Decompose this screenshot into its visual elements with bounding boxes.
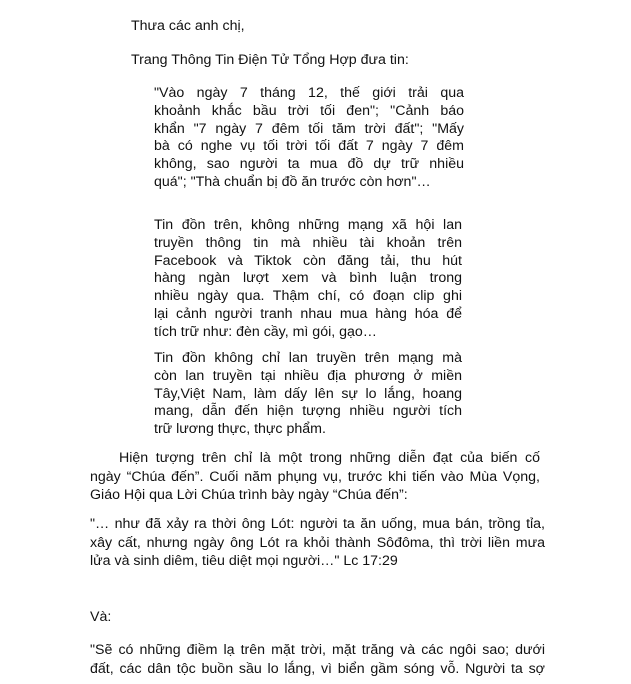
- paragraph-line: Giáo Hội qua Lời Chúa trình bày ngày “Chúa đến”:: [90, 487, 408, 503]
- quote-line: khoảnh khắc bầu trời tối đen"; "Cảnh báo: [154, 102, 464, 119]
- paragraph-line: lại cảnh người tranh nhau mua hàng hóa để: [154, 305, 462, 322]
- quote-line: "Vào ngày 7 tháng 12, thế giới trải qua: [154, 85, 464, 101]
- paragraph-line: Tây,Việt Nam, làm dấy lên sự lo lắng, hoang: [154, 385, 462, 402]
- scripture-line: "… như đã xảy ra thời ông Lót: người ta ăn uống, mua bán, trồng tỉa,: [90, 516, 545, 532]
- quote-line: không, sao người ta mua đồ dự trữ nhiều: [154, 156, 464, 173]
- paragraph-line: mang, dẫn đến hiện tượng nhiều người tích: [154, 403, 462, 420]
- scripture-line: đất, các dân tộc buồn sầu lo lắng, vì biển gầm sóng vỗ. Người ta sợ: [90, 660, 545, 677]
- paragraph-line: ngày “Chúa đến”. Cuối năm phụng vụ, trước khi tiến vào Mùa Vọng,: [90, 468, 540, 485]
- rumor-paragraph-1: [154, 217, 462, 342]
- paragraph-line: tích trữ như: đèn cầy, mì gói, gạo…: [154, 323, 377, 340]
- and-label: Và:: [90, 609, 112, 625]
- rumor-paragraph-2: [154, 350, 462, 439]
- paragraph-line: Facebook và Tiktok còn đăng tải, thu hút: [154, 252, 462, 269]
- scripture-quote-1: [90, 515, 545, 571]
- scripture-quote-2: [90, 641, 545, 678]
- scripture-line: lửa và sinh diêm, tiêu diệt mọi người…" Lc 17:29: [90, 553, 398, 569]
- quote-line: bà có nghe vụ tối trời tối đất 7 ngày 7 đêm: [154, 138, 464, 155]
- paragraph-line: Hiện tượng trên chỉ là một trong những diễn đạt của biến cố: [119, 450, 540, 466]
- news-quote-block: [154, 85, 464, 192]
- paragraph-line: truyền thông tin mà nhiều tài khoản trên: [154, 234, 462, 251]
- intro-line: Trang Thông Tin Điện Tử Tổng Hợp đưa tin:: [131, 52, 409, 68]
- paragraph-line: Tin đồn không chỉ lan truyền trên mạng mà: [154, 350, 462, 366]
- scripture-line: "Sẽ có những điềm lạ trên mặt trời, mặt trăng và các ngôi sao; dưới: [90, 642, 545, 658]
- greeting-line: Thưa các anh chị,: [131, 18, 245, 34]
- paragraph-line: trữ lương thực, thực phẩm.: [154, 421, 326, 438]
- paragraph-line: còn lan truyền tại nhiều địa phương ở miền: [154, 367, 462, 384]
- quote-line: khẩn "7 ngày 7 đêm tối tăm trời đất"; "Mấy: [154, 120, 464, 137]
- quote-line: quá"; "Thà chuẩn bị đồ ăn trước còn hơn"…: [154, 173, 431, 190]
- scripture-line: xây cất, nhưng ngày ông Lót ra khỏi thành Sôđôma, thì trời liền mưa: [90, 534, 545, 551]
- paragraph-line: nhiều ngày qua. Thậm chí, có đoạn clip ghi: [154, 288, 462, 305]
- main-paragraph: [90, 449, 540, 505]
- paragraph-line: Tin đồn trên, không những mạng xã hội lan: [154, 217, 462, 233]
- paragraph-line: hàng ngàn lượt xem và bình luận trong: [154, 270, 462, 287]
